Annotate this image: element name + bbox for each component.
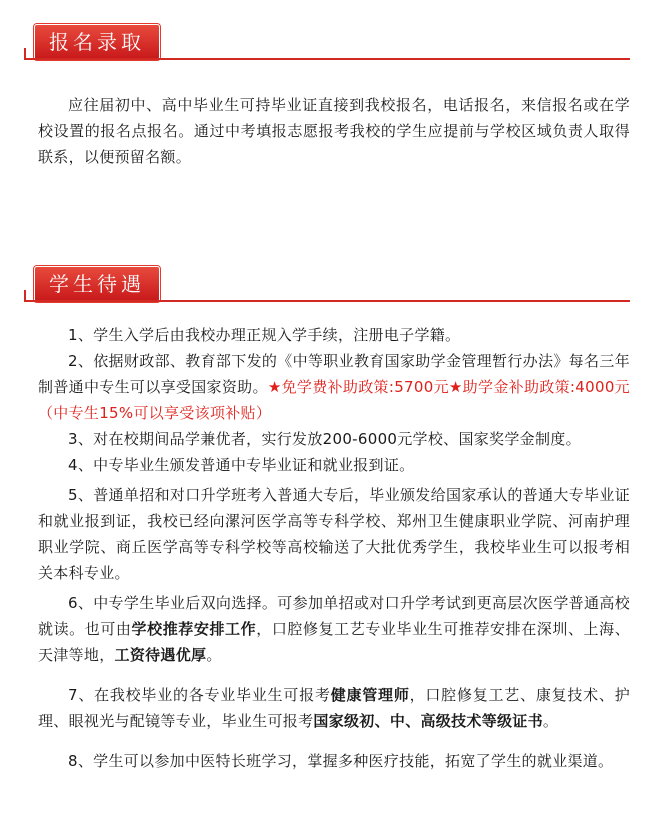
benefit-item-1: 1、学生入学后由我校办理正规入学手续，注册电子学籍。 xyxy=(68,326,461,344)
benefit-item-6-text-d: 。 xyxy=(206,646,222,664)
salary-text: 工资待遇优厚 xyxy=(114,646,207,664)
benefit-item-2 xyxy=(38,348,630,426)
subsidy-policy-text: ★免学费补助政策:5700元★助学金补助政策:4000元（中专生15%可以享受该项补贴） xyxy=(38,378,630,422)
benefit-item-6-text-a: 6、中专学生毕业后双向选择。可参加单招或对口升学考试到更高层次医学普通高校就读。也可由 xyxy=(38,594,630,638)
job-recommendation-text: 学校推荐安排工作 xyxy=(131,620,257,638)
section-divider xyxy=(24,58,630,60)
health-manager-text: 健康管理师 xyxy=(330,686,410,704)
benefit-item-3: 3、对在校期间品学兼优者，实行发放200-6000元学校、国家奖学金制度。 xyxy=(68,430,581,448)
section-header-benefits xyxy=(24,266,630,306)
section-title-benefits: 学生待遇 xyxy=(34,266,160,302)
certificate-text: 国家级初、中、高级技术等级证书 xyxy=(313,712,543,730)
benefit-item-5: 5、普通单招和对口升学班考入普通大专后，毕业颁发给国家承认的普通大专毕业证和就业报到证，我校已经向漯河医学高等专科学校、郑州卫生健康职业学院、河南护理职业学院、商丘医学高等专科学校等高校输送了大批优秀学生，我校毕业生可以报考相关本科专业。 xyxy=(38,486,630,582)
enrollment-paragraph: 应往届初中、高中毕业生可持毕业证直接到我校报名，电话报名，来信报名或在学校设置的报名点报名。通过中考填报志愿报考我校的学生应提前与学校区域负责人取得联系，以便预留名额。 xyxy=(38,96,630,166)
section-header-enrollment xyxy=(24,24,630,64)
benefit-item-4: 4、中专毕业生颁发普通中专毕业证和就业报到证。 xyxy=(68,456,415,474)
benefit-item-7 xyxy=(38,682,630,734)
benefit-item-7-text-a: 7、在我校毕业的各专业毕业生可报考 xyxy=(68,686,331,704)
benefit-item-6-text-c: ，口腔修复工艺专业毕业生可推荐安排在深圳、上海、天津等地， xyxy=(38,620,631,664)
benefit-item-8: 8、学生可以参加中医特长班学习，掌握多种医疗技能，拓宽了学生的就业渠道。 xyxy=(68,752,614,770)
section-divider xyxy=(24,300,630,302)
benefit-item-2-text: 2、依据财政部、教育部下发的《中等职业教育国家助学金管理暂行办法》每名三年制普通中专生可以享受国家资助。 xyxy=(38,352,630,396)
benefit-item-6 xyxy=(38,590,630,668)
benefit-item-7-text-d: 。 xyxy=(542,712,559,730)
section-title-enrollment: 报名录取 xyxy=(34,24,160,60)
benefit-item-7-text-c: ，口腔修复工艺、康复技术、护理、眼视光与配镜等专业，毕业生可报考 xyxy=(38,686,631,730)
